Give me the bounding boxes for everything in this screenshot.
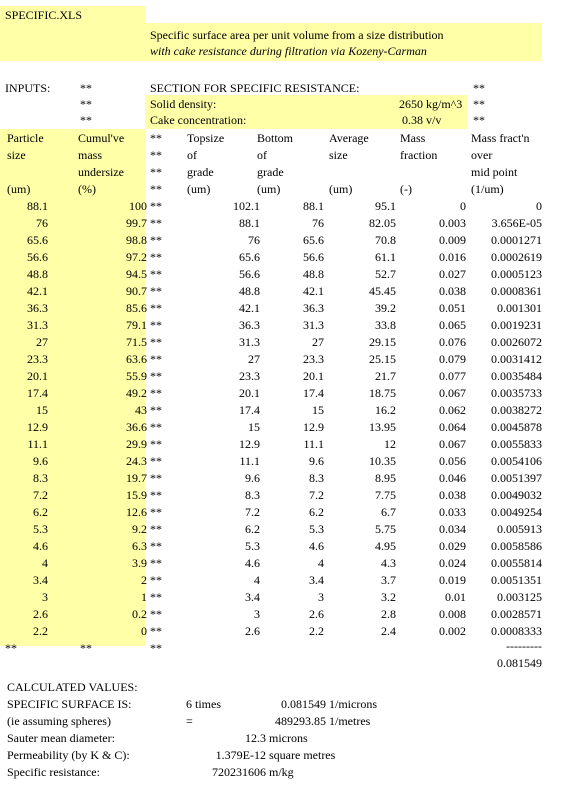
cumulative-undersize-cell: 9.2	[132, 522, 147, 536]
mass-fraction-cell: 0.079	[439, 352, 466, 366]
topsize-cell: 36.3	[239, 318, 260, 332]
cumulative-undersize-cell: 1	[141, 590, 147, 604]
mass-fraction-cell: 0.038	[439, 284, 466, 298]
topsize-cell: 20.1	[239, 386, 260, 400]
mass-fraction-cell: 0.024	[439, 556, 466, 570]
cumulative-undersize-cell: 36.6	[126, 420, 147, 434]
average-size-cell: 3.7	[381, 573, 396, 587]
bottom-size-cell: 9.6	[309, 454, 324, 468]
topsize-cell: 7.2	[245, 505, 260, 519]
header-topsize: (um)	[187, 182, 211, 196]
mass-fraction-per-um-cell: 0.0058586	[491, 539, 542, 553]
sauter-label: Sauter mean diameter:	[7, 731, 115, 745]
topsize-cell: 9.6	[245, 471, 260, 485]
bottom-size-cell: 2.6	[309, 607, 324, 621]
particle-size-cell: 2.6	[33, 607, 48, 621]
cumulative-undersize-cell: 19.7	[126, 471, 147, 485]
bottom-size-cell: 56.6	[303, 250, 324, 264]
marker: **	[150, 386, 162, 400]
particle-size-cell: 12.9	[27, 420, 48, 434]
header-bottom: Bottom	[257, 131, 294, 145]
solid-density-value: 2650	[399, 97, 423, 111]
marker: **	[150, 335, 162, 349]
average-size-cell: 29.15	[369, 335, 396, 349]
marker: **	[80, 97, 92, 111]
particle-size-cell: 27	[36, 335, 48, 349]
average-size-cell: 10.35	[369, 454, 396, 468]
mass-fraction-cell: 0.046	[439, 471, 466, 485]
mass-fraction-per-um-cell: 0.0054106	[491, 454, 542, 468]
mass-fraction-per-um-cell: 0.0031412	[491, 352, 542, 366]
title-line-1: Specific surface area per unit volume from a size distribution	[150, 28, 444, 42]
particle-size-cell: 4.6	[33, 539, 48, 553]
average-size-cell: 7.75	[375, 488, 396, 502]
sauter-value: 12.3	[245, 731, 266, 745]
sum-line: ---------	[506, 639, 542, 653]
topsize-cell: 56.6	[239, 267, 260, 281]
header-massfract: over	[471, 148, 493, 162]
cumulative-undersize-cell: 55.9	[126, 369, 147, 383]
mass-fraction-per-um-cell: 0.003125	[497, 590, 542, 604]
bottom-size-cell: 42.1	[303, 284, 324, 298]
resistance-unit: m/kg	[269, 765, 294, 779]
topsize-cell: 3.4	[245, 590, 260, 604]
marker: **	[473, 81, 485, 95]
average-size-cell: 25.15	[369, 352, 396, 366]
cumulative-undersize-cell: 0	[141, 624, 147, 638]
resistance-label: Specific resistance:	[7, 765, 100, 779]
cumulative-undersize-cell: 100	[129, 199, 147, 213]
mass-fraction-cell: 0.077	[439, 369, 466, 383]
particle-size-cell: 42.1	[27, 284, 48, 298]
bottom-size-cell: 6.2	[309, 505, 324, 519]
bottom-size-cell: 48.8	[303, 267, 324, 281]
mass-fraction-per-um-cell: 0.0045878	[491, 420, 542, 434]
mass-fraction-per-um-cell: 3.656E-05	[491, 216, 542, 230]
mass-fraction-per-um-cell: 0.0051397	[491, 471, 542, 485]
sauter-unit: microns	[269, 731, 308, 745]
marker: **	[150, 573, 162, 587]
bottom-size-cell: 4	[318, 556, 324, 570]
mass-fraction-cell: 0.01	[445, 590, 466, 604]
average-size-cell: 3.2	[381, 590, 396, 604]
cumulative-undersize-cell: 85.6	[126, 301, 147, 315]
bottom-size-cell: 88.1	[303, 199, 324, 213]
mass-fraction-per-um-cell: 0.0049254	[491, 505, 542, 519]
particle-size-cell: 2.2	[33, 624, 48, 638]
particle-size-cell: 88.1	[27, 199, 48, 213]
header-topsize: grade	[187, 165, 214, 179]
mass-fraction-per-um-cell: 0	[536, 199, 542, 213]
header-bottom: (um)	[257, 182, 281, 196]
solid-density-unit: kg/m^3	[426, 97, 463, 111]
bottom-size-cell: 12.9	[303, 420, 324, 434]
mass-fraction-cell: 0.065	[439, 318, 466, 332]
cumulative-undersize-cell: 15.9	[126, 488, 147, 502]
marker: **	[150, 420, 162, 434]
marker: **	[150, 267, 162, 281]
average-size-cell: 2.4	[381, 624, 396, 638]
mass-fraction-per-um-cell: 0.0005123	[491, 267, 542, 281]
topsize-cell: 15	[248, 420, 260, 434]
marker: **	[150, 590, 162, 604]
bottom-size-cell: 2.2	[309, 624, 324, 638]
topsize-cell: 4.6	[245, 556, 260, 570]
marker: **	[150, 488, 162, 502]
cake-conc-label: Cake concentration:	[150, 113, 247, 127]
average-size-cell: 52.7	[375, 267, 396, 281]
particle-size-cell: 15	[36, 403, 48, 417]
cumulative-undersize-cell: 29.9	[126, 437, 147, 451]
cumulative-undersize-cell: 99.7	[126, 216, 147, 230]
marker: **	[473, 97, 485, 111]
particle-size-cell: 5.3	[33, 522, 48, 536]
header-cumul: (%)	[78, 182, 96, 196]
average-size-cell: 4.3	[381, 556, 396, 570]
mass-fraction-per-um-cell: 0.0035733	[491, 386, 542, 400]
marker: **	[150, 216, 162, 230]
bottom-size-cell: 5.3	[309, 522, 324, 536]
mass-fraction-cell: 0.067	[439, 386, 466, 400]
mass-fraction-cell: 0.027	[439, 267, 466, 281]
mass-fraction-cell: 0.029	[439, 539, 466, 553]
particle-size-cell: 17.4	[27, 386, 48, 400]
equals-sign: =	[186, 714, 193, 728]
cumulative-undersize-cell: 6.3	[132, 539, 147, 553]
cumulative-undersize-cell: 43	[135, 403, 147, 417]
particle-size-cell: 6.2	[33, 505, 48, 519]
mass-fraction-per-um-cell: 0.0055814	[491, 556, 542, 570]
particle-size-cell: 8.3	[33, 471, 48, 485]
particle-size-cell: 11.1	[27, 437, 48, 451]
solid-density-label: Solid density:	[150, 97, 217, 111]
specific-surface-label: SPECIFIC SURFACE IS:	[7, 697, 132, 711]
particle-size-cell: 31.3	[27, 318, 48, 332]
header-average: Average	[329, 131, 369, 145]
mass-fraction-per-um-cell: 0.0028571	[491, 607, 542, 621]
header-massfrac: fraction	[400, 148, 438, 162]
header-cumul: mass	[78, 148, 102, 162]
average-size-cell: 5.75	[375, 522, 396, 536]
mass-fraction-per-um-cell: 0.0002619	[491, 250, 542, 264]
header-massfrac: Mass	[400, 131, 426, 145]
marker: **	[150, 556, 162, 570]
times-label: 6 times	[186, 697, 221, 711]
assume-label: (ie assuming spheres)	[7, 714, 111, 728]
average-size-cell: 70.8	[375, 233, 396, 247]
marker: **	[150, 539, 162, 553]
marker: **	[150, 471, 162, 485]
mass-fraction-cell: 0.034	[439, 522, 466, 536]
bottom-size-cell: 20.1	[303, 369, 324, 383]
mass-fraction-cell: 0.033	[439, 505, 466, 519]
bottom-size-cell: 27	[312, 335, 324, 349]
particle-size-cell: 76	[36, 216, 48, 230]
bottom-size-cell: 17.4	[303, 386, 324, 400]
topsize-cell: 42.1	[239, 301, 260, 315]
mass-fraction-cell: 0.008	[439, 607, 466, 621]
mass-fraction-per-um-cell: 0.0051351	[491, 573, 542, 587]
marker: **	[150, 352, 162, 366]
header-massfrac: (-)	[400, 182, 412, 196]
header-massfract: Mass fract'n	[471, 131, 530, 145]
average-size-cell: 13.95	[369, 420, 396, 434]
mass-fraction-cell: 0.076	[439, 335, 466, 349]
inputs-label: INPUTS:	[5, 81, 51, 95]
particle-size-cell: 3.4	[33, 573, 48, 587]
mass-fraction-per-um-cell: 0.005913	[497, 522, 542, 536]
cumulative-undersize-cell: 98.8	[126, 233, 147, 247]
topsize-cell: 8.3	[245, 488, 260, 502]
title-line-2: with cake resistance during filtration via Kozeny-Carman	[150, 44, 427, 58]
cumulative-undersize-cell: 79.1	[126, 318, 147, 332]
cumulative-undersize-cell: 3.9	[132, 556, 147, 570]
mass-fraction-cell: 0	[460, 199, 466, 213]
marker: **	[80, 641, 92, 655]
average-size-cell: 33.8	[375, 318, 396, 332]
topsize-cell: 11.1	[239, 454, 260, 468]
mass-fraction-per-um-cell: 0.0035484	[491, 369, 542, 383]
topsize-cell: 12.9	[239, 437, 260, 451]
mass-fraction-cell: 0.062	[439, 403, 466, 417]
mass-fraction-per-um-cell: 0.0026072	[491, 335, 542, 349]
mass-fraction-per-um-cell: 0.001301	[497, 301, 542, 315]
marker: **	[150, 284, 162, 298]
per-metre-value: 489293.85	[275, 714, 326, 728]
average-size-cell: 16.2	[375, 403, 396, 417]
average-size-cell: 61.1	[375, 250, 396, 264]
marker: **	[150, 199, 162, 213]
cumulative-undersize-cell: 12.6	[126, 505, 147, 519]
bottom-size-cell: 23.3	[303, 352, 324, 366]
bottom-size-cell: 76	[312, 216, 324, 230]
mass-fraction-cell: 0.009	[439, 233, 466, 247]
marker: **	[150, 250, 162, 264]
mass-fraction-per-um-cell: 0.0008333	[491, 624, 542, 638]
mass-fraction-cell: 0.003	[439, 216, 466, 230]
mass-fraction-per-um-cell: 0.0055833	[491, 437, 542, 451]
marker: **	[150, 318, 162, 332]
mass-fraction-cell: 0.064	[439, 420, 466, 434]
header-particle: (um)	[7, 182, 31, 196]
particle-size-cell: 20.1	[27, 369, 48, 383]
resistance-value: 720231606	[212, 765, 266, 779]
topsize-cell: 76	[248, 233, 260, 247]
topsize-cell: 4	[254, 573, 260, 587]
cumulative-undersize-cell: 71.5	[126, 335, 147, 349]
average-size-cell: 6.7	[381, 505, 396, 519]
bottom-size-cell: 65.6	[303, 233, 324, 247]
particle-size-cell: 48.8	[27, 267, 48, 281]
cumulative-undersize-cell: 94.5	[126, 267, 147, 281]
marker: **	[150, 165, 162, 179]
cake-conc-unit: v/v	[426, 113, 442, 127]
average-size-cell: 12	[384, 437, 396, 451]
bottom-size-cell: 8.3	[309, 471, 324, 485]
particle-size-cell: 9.6	[33, 454, 48, 468]
cumulative-undersize-cell: 2	[141, 573, 147, 587]
header-massfract: (1/um)	[471, 182, 504, 196]
header-average: size	[329, 148, 348, 162]
marker: **	[473, 113, 485, 127]
bottom-size-cell: 31.3	[303, 318, 324, 332]
mass-fraction-per-um-cell: 0.0049032	[491, 488, 542, 502]
average-size-cell: 39.2	[375, 301, 396, 315]
particle-size-cell: 7.2	[33, 488, 48, 502]
mass-fraction-cell: 0.016	[439, 250, 466, 264]
marker: **	[80, 81, 92, 95]
specific-surface-unit: 1/microns	[329, 697, 377, 711]
topsize-cell: 23.3	[239, 369, 260, 383]
average-size-cell: 45.45	[369, 284, 396, 298]
marker: **	[150, 607, 162, 621]
marker: **	[150, 641, 162, 655]
marker: **	[150, 403, 162, 417]
average-size-cell: 4.95	[375, 539, 396, 553]
specific-surface-value: 0.081549	[281, 697, 326, 711]
permeability-unit: square metres	[269, 748, 336, 762]
mass-fraction-per-um-cell: 0.0019231	[491, 318, 542, 332]
marker: **	[150, 522, 162, 536]
cumulative-undersize-cell: 49.2	[126, 386, 147, 400]
cumulative-undersize-cell: 24.3	[126, 454, 147, 468]
cumulative-undersize-cell: 0.2	[132, 607, 147, 621]
mass-fraction-cell: 0.038	[439, 488, 466, 502]
particle-size-cell: 3	[42, 590, 48, 604]
mass-fraction-per-um-cell: 0.0038272	[491, 403, 542, 417]
particle-size-cell: 23.3	[27, 352, 48, 366]
marker: **	[150, 148, 162, 162]
bottom-size-cell: 7.2	[309, 488, 324, 502]
topsize-cell: 31.3	[239, 335, 260, 349]
marker: **	[150, 624, 162, 638]
header-cumul: Cumul've	[78, 131, 125, 145]
cumulative-undersize-cell: 63.6	[126, 352, 147, 366]
average-size-cell: 95.1	[375, 199, 396, 213]
sum-value: 0.081549	[497, 656, 542, 670]
calculated-heading: CALCULATED VALUES:	[7, 680, 138, 694]
header-particle: Particle	[7, 131, 44, 145]
mass-fraction-cell: 0.002	[439, 624, 466, 638]
per-metre-unit: 1/metres	[329, 714, 371, 728]
topsize-cell: 27	[248, 352, 260, 366]
topsize-cell: 5.3	[245, 539, 260, 553]
permeability-value: 1.379E-12	[215, 748, 266, 762]
bottom-size-cell: 36.3	[303, 301, 324, 315]
average-size-cell: 18.75	[369, 386, 396, 400]
average-size-cell: 82.05	[369, 216, 396, 230]
header-bottom: of	[257, 148, 267, 162]
header-bottom: grade	[257, 165, 284, 179]
header-cumul: undersize	[78, 165, 124, 179]
particle-size-cell: 4	[42, 556, 48, 570]
cake-conc-value: 0.38	[402, 113, 423, 127]
filename: SPECIFIC.XLS	[5, 8, 83, 22]
marker: **	[150, 505, 162, 519]
marker: **	[5, 641, 17, 655]
marker: **	[150, 454, 162, 468]
marker: **	[150, 131, 162, 145]
mass-fraction-per-um-cell: 0.0008361	[491, 284, 542, 298]
mass-fraction-cell: 0.019	[439, 573, 466, 587]
particle-size-cell: 36.3	[27, 301, 48, 315]
header-massfract: mid point	[471, 165, 518, 179]
mass-fraction-cell: 0.056	[439, 454, 466, 468]
header-topsize: of	[187, 148, 197, 162]
header-particle: size	[7, 148, 26, 162]
header-average: (um)	[329, 182, 353, 196]
bottom-size-cell: 3	[318, 590, 324, 604]
topsize-cell: 17.4	[239, 403, 260, 417]
marker: **	[80, 113, 92, 127]
cumulative-undersize-cell: 90.7	[126, 284, 147, 298]
average-size-cell: 21.7	[375, 369, 396, 383]
marker: **	[150, 437, 162, 451]
average-size-cell: 8.95	[375, 471, 396, 485]
marker: **	[150, 233, 162, 247]
mass-fraction-per-um-cell: 0.0001271	[491, 233, 542, 247]
marker: **	[150, 182, 162, 196]
marker: **	[150, 301, 162, 315]
topsize-cell: 65.6	[239, 250, 260, 264]
bottom-size-cell: 4.6	[309, 539, 324, 553]
particle-size-cell: 56.6	[27, 250, 48, 264]
topsize-cell: 3	[254, 607, 260, 621]
mass-fraction-cell: 0.051	[439, 301, 466, 315]
topsize-cell: 102.1	[233, 199, 260, 213]
marker: **	[150, 369, 162, 383]
topsize-cell: 88.1	[239, 216, 260, 230]
bottom-size-cell: 15	[312, 403, 324, 417]
particle-size-cell: 65.6	[27, 233, 48, 247]
header-topsize: Topsize	[187, 131, 225, 145]
topsize-cell: 6.2	[245, 522, 260, 536]
section-label: SECTION FOR SPECIFIC RESISTANCE:	[150, 81, 360, 95]
mass-fraction-cell: 0.067	[439, 437, 466, 451]
average-size-cell: 2.8	[381, 607, 396, 621]
topsize-cell: 48.8	[239, 284, 260, 298]
topsize-cell: 2.6	[245, 624, 260, 638]
permeability-label: Permeability (by K & C):	[7, 748, 130, 762]
bottom-size-cell: 3.4	[309, 573, 324, 587]
bottom-size-cell: 11.1	[303, 437, 324, 451]
cumulative-undersize-cell: 97.2	[126, 250, 147, 264]
